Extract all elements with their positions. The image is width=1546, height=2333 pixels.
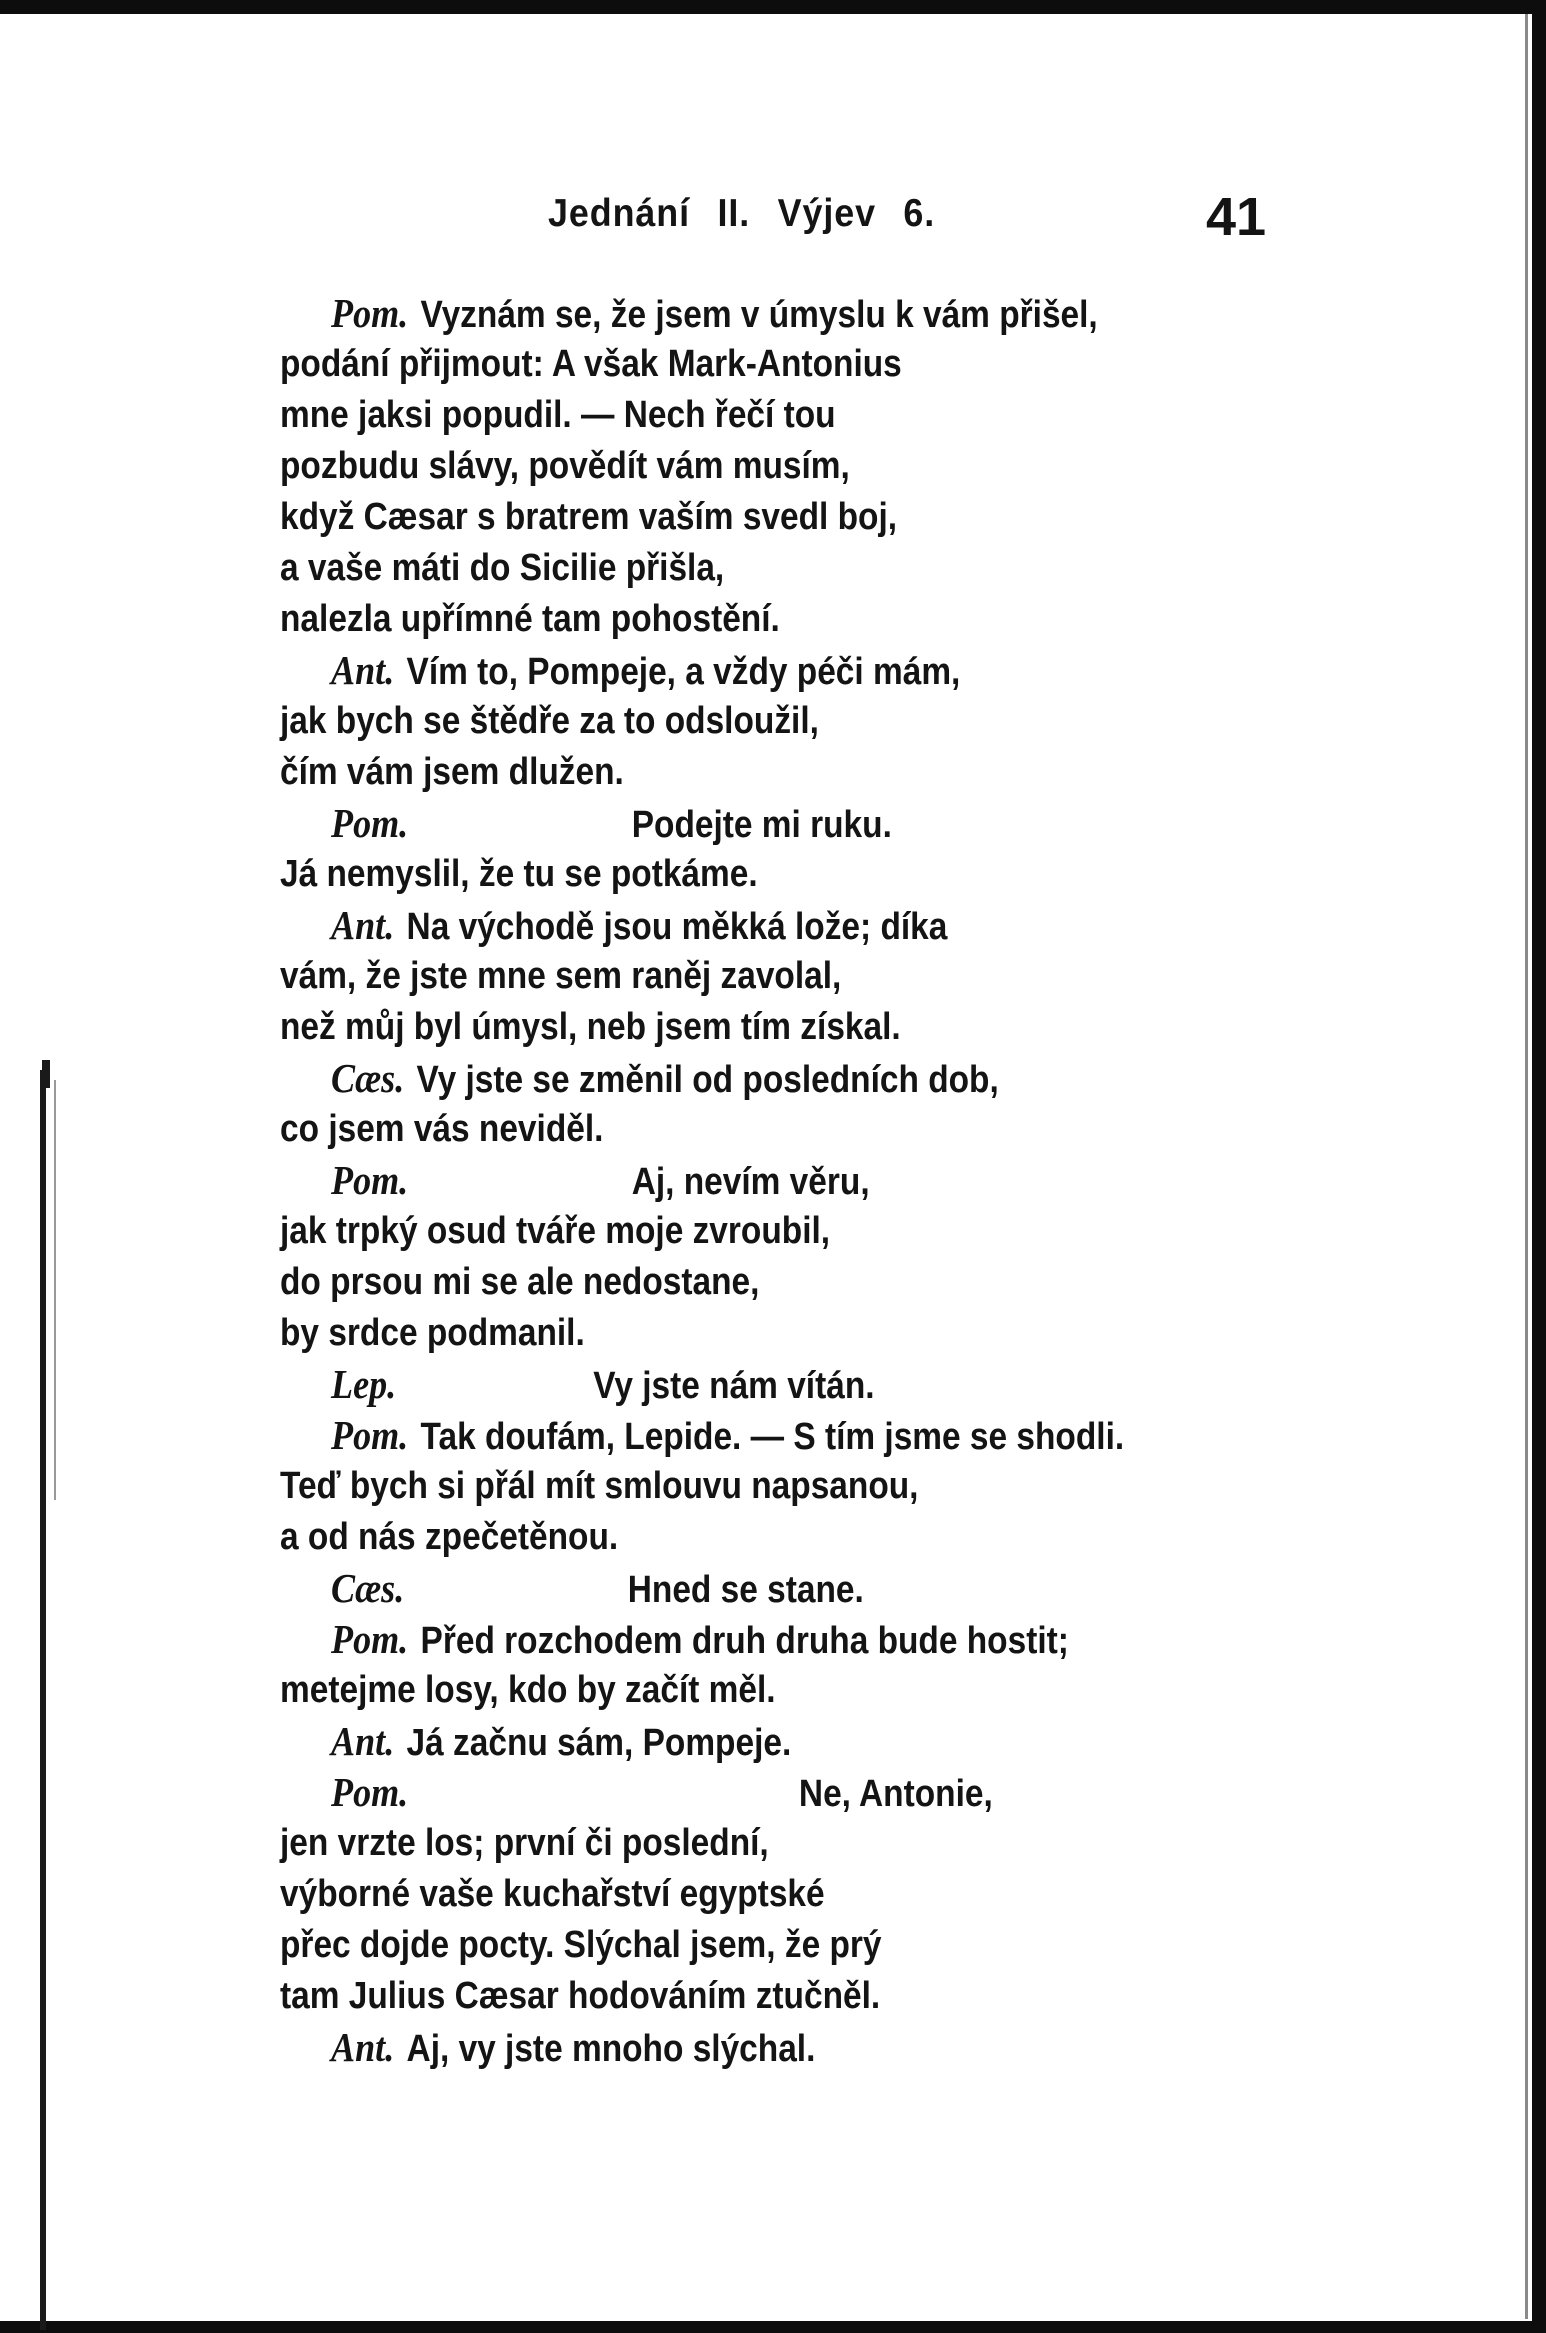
line-text: Tak doufám, Lepide. — S tím jsme se shodli. [420,1416,1125,1458]
text-line [280,1461,1160,1512]
line-text: Vyznám se, že jsem v úmyslu k vám přišel, [420,294,1098,336]
line-text: vám, že jste mne sem raněj zavolal, [280,955,842,997]
text-line [280,900,1160,951]
line-text: podání přijmout: A však Mark-Antonius [280,343,902,385]
line-text: výborné vaše kuchařství egyptské [280,1873,825,1915]
speaker-name: Pom. [331,1616,409,1662]
text-line [280,1206,1160,1257]
line-text: Vy jste nám vítán. [593,1365,875,1407]
binding-edge [40,1070,46,2330]
line-text: mne jaksi popudil. — Nech řečí tou [280,394,836,436]
speaker-name: Pom. [331,1412,409,1458]
scan-border-top [0,0,1546,14]
line-text: Já nemyslil, že tu se potkáme. [280,853,758,895]
line-text: než můj byl úmysl, neb jsem tím získal. [280,1006,901,1048]
text-line [280,696,1160,747]
scan-border-right [1532,0,1546,2333]
line-text: co jsem vás neviděl. [280,1108,604,1150]
speaker-name: Cæs. [331,1055,405,1101]
text-line [280,390,1160,441]
text-line [280,1716,1160,1767]
binding-edge-thin [54,1080,56,1500]
line-text: jak trpký osud tváře moje zvroubil, [280,1210,831,1252]
page-number: 41 [1206,187,1267,247]
line-text: když Cæsar s bratrem vaším svedl boj, [280,496,898,538]
text-line [280,1920,1160,1971]
text-line [280,1818,1160,1869]
line-text: tam Julius Cæsar hodováním ztučněl. [280,1975,881,2017]
text-line [280,288,1160,339]
line-text: do prsou mi se ale nedostane, [280,1261,760,1303]
dialogue-text [280,288,1280,2073]
text-line [280,1869,1160,1920]
text-line [280,1359,1160,1410]
text-line [280,339,1160,390]
line-text: Aj, nevím věru, [631,1161,870,1203]
text-line [280,1767,1160,1818]
line-text: Na východě jsou měkká lože; díka [406,906,948,948]
line-text: metejme losy, kdo by začít měl. [280,1669,776,1711]
line-text: Aj, vy jste mnoho slýchal. [406,2028,816,2070]
speaker-name: Pom. [331,800,409,846]
speaker-name: Ant. [331,902,395,948]
text-line [280,1614,1160,1665]
speaker-name: Ant. [331,647,395,693]
text-line [280,1563,1160,1614]
line-text: čím vám jsem dlužen. [280,751,624,793]
line-text: Já začnu sám, Pompeje. [406,1722,792,1764]
line-text: by srdce podmanil. [280,1312,585,1354]
line-text: a vaše máti do Sicilie přišla, [280,547,725,589]
speaker-name: Pom. [331,1157,409,1203]
speaker-name: Ant. [331,1718,395,1764]
text-line [280,1053,1160,1104]
text-line [280,543,1160,594]
line-text: Ne, Antonie, [798,1773,993,1815]
text-line [280,1104,1160,1155]
text-line [280,1665,1160,1716]
line-text: Teď bych si přál mít smlouvu napsanou, [280,1465,919,1507]
line-text: Hned se stane. [627,1569,864,1611]
text-line [280,1512,1160,1563]
line-text: Vím to, Pompeje, a vždy péči mám, [406,651,961,693]
text-line [280,1155,1160,1206]
text-line [280,849,1160,900]
text-line [280,798,1160,849]
text-line [280,1971,1160,2022]
text-line [280,645,1160,696]
speaker-name: Pom. [331,1769,409,1815]
line-text: jak bych se štědře za to odsloužil, [280,700,819,742]
line-text: Podejte mi ruku. [631,804,892,846]
running-header: Jednání II. Výjev 6. [548,192,936,235]
text-line [280,1002,1160,1053]
line-text: Vy jste se změnil od posledních dob, [416,1059,999,1101]
text-line [280,441,1160,492]
scan-border-bottom [0,2321,1546,2333]
speaker-name: Pom. [331,290,409,336]
line-text: nalezla upřímné tam pohostění. [280,598,780,640]
scan-shadow-right [1525,14,1528,2319]
text-line [280,1410,1160,1461]
text-line [280,594,1160,645]
text-line [280,492,1160,543]
text-line [280,1257,1160,1308]
line-text: jen vrzte los; první či poslední, [280,1822,769,1864]
speaker-name: Lep. [331,1361,397,1407]
text-line [280,1308,1160,1359]
line-text: a od nás zpečetěnou. [280,1516,619,1558]
speaker-name: Ant. [331,2024,395,2070]
text-line [280,951,1160,1002]
line-text: pozbudu slávy, povědít vám musím, [280,445,850,487]
text-line [280,2022,1160,2073]
text-line [280,747,1160,798]
line-text: Před rozchodem druh druha bude hostit; [420,1620,1069,1662]
line-text: přec dojde pocty. Slýchal jsem, že prý [280,1924,882,1966]
speaker-name: Cæs. [331,1565,405,1611]
